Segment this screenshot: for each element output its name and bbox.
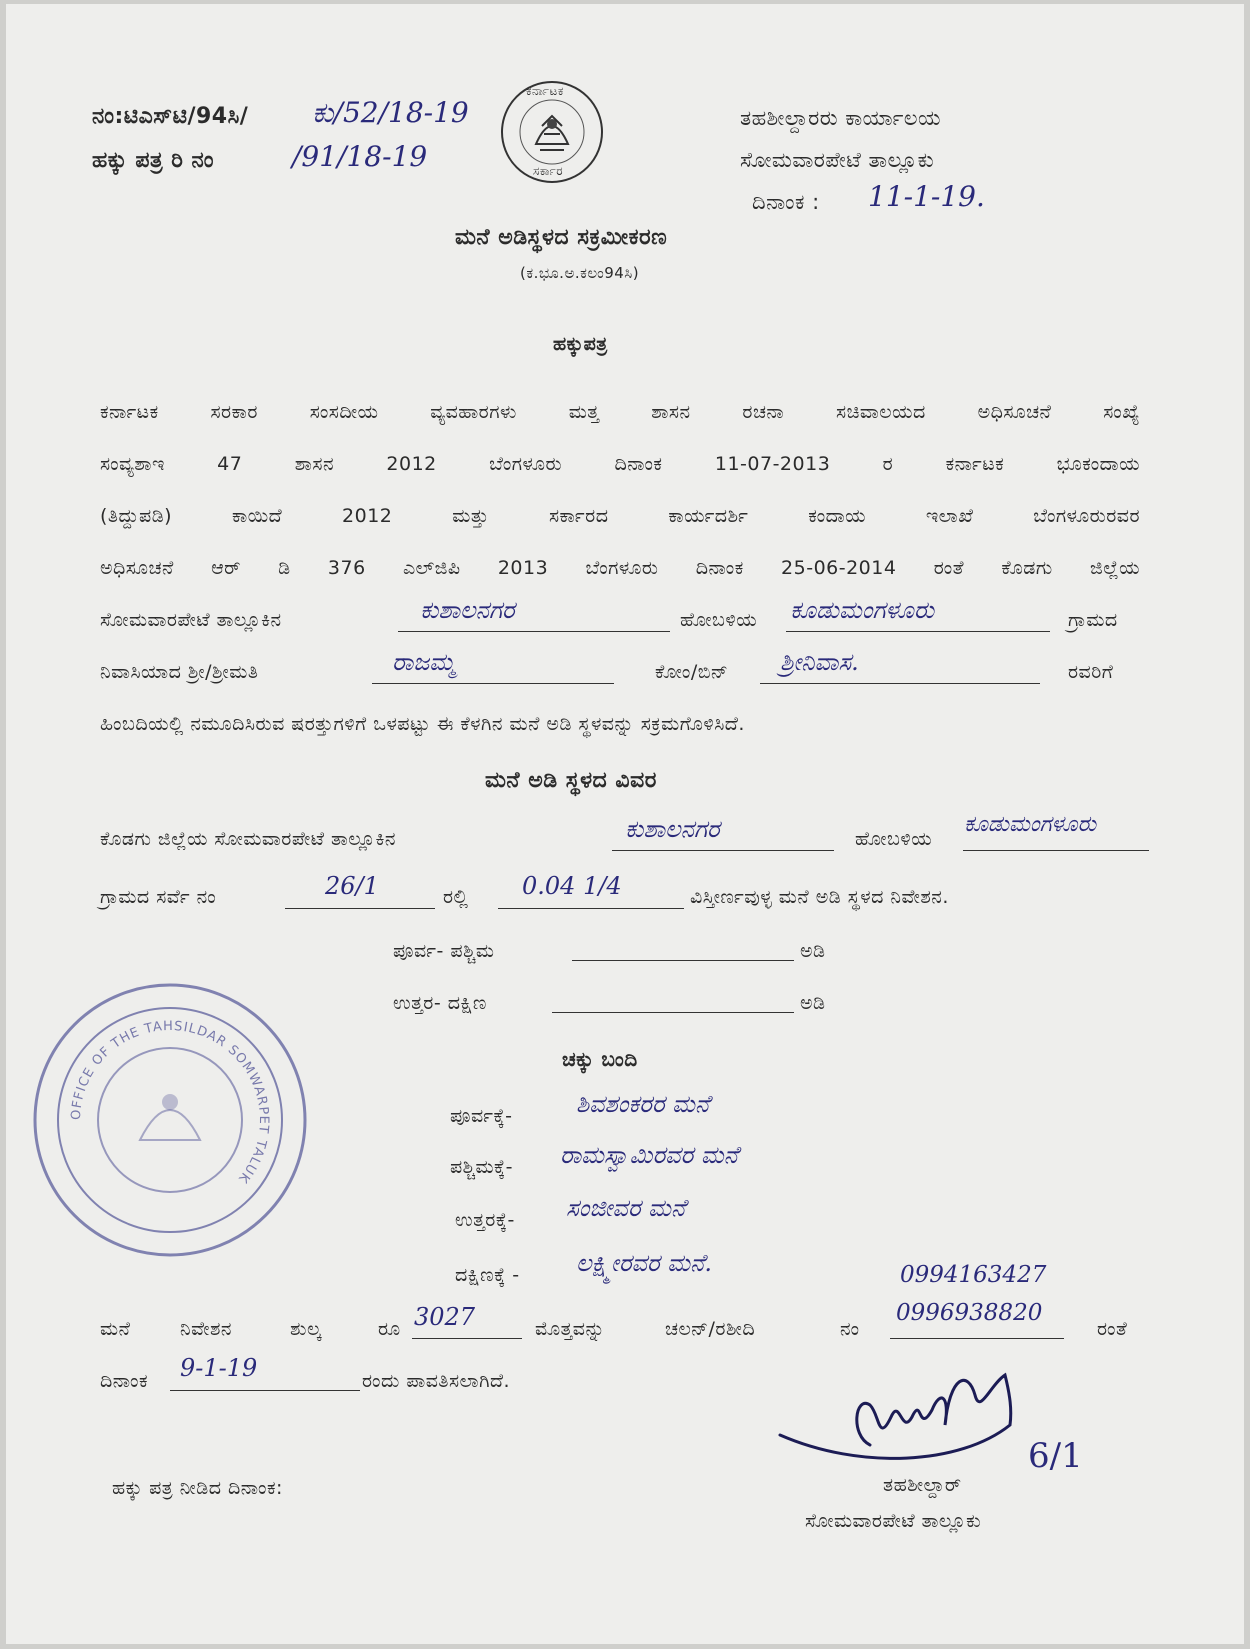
hobli-label: ಹೋಬಳಿಯ	[680, 609, 758, 631]
details-hobli-blank	[612, 850, 834, 851]
area-description: ವಿಸ್ತೀರ್ಣವುಳ್ಳ ಮನೆ ಅಡಿ ಸ್ಥಳದ ನಿವೇಶನ.	[690, 886, 949, 908]
north-south-blank	[552, 1012, 794, 1013]
south-boundary-label: ದಕ್ಷಿಣಕ್ಕೆ -	[455, 1264, 520, 1286]
west-boundary-label: ಪಶ್ಚಿಮಕ್ಕೆ-	[450, 1156, 514, 1178]
name-blank	[372, 683, 614, 684]
east-boundary-value: ಶಿವಶಂಕರರ ಮನೆ	[576, 1090, 710, 1118]
resident-label: ನಿವಾಸಿಯಾದ ಶ್ರೀ/ಶ್ರೀಮತಿ	[100, 661, 259, 683]
tahsildar-seal-stamp	[20, 970, 320, 1270]
fee-label-5: ಮೊತ್ತವನ್ನು	[535, 1318, 606, 1340]
ref-no-label: ನಂ:ಟಿಎಸ್‌ಟಿ/94ಸಿ/	[92, 104, 249, 129]
fee-label-1: ಮನೆ	[100, 1318, 131, 1340]
area-value: 0.04 1/4	[522, 872, 622, 900]
fee-label-3: ಶುಲ್ಕ	[290, 1318, 322, 1340]
payment-date-label: ದಿನಾಂಕ	[100, 1370, 149, 1392]
west-boundary-value: ರಾಮಸ್ವಾಮಿರವರ ಮನೆ	[560, 1141, 739, 1169]
fee-amount-value: 3027	[414, 1303, 476, 1331]
details-hobli-label: ಹೋಬಳಿಯ	[855, 828, 933, 850]
survey-label: ಗ್ರಾಮದ ಸರ್ವೆ ನಂ	[100, 886, 217, 908]
fee-label-2: ನಿವೇಶನ	[180, 1318, 232, 1340]
document-subtitle: (ಕ.ಭೂ.ಅ.ಕಲಂ94ಸಿ)	[520, 264, 640, 282]
relation-label: ಕೋಂ/ಬಿನ್	[655, 661, 729, 683]
details-heading: ಮನೆ ಅಡಿ ಸ್ಥಳದ ವಿವರ	[485, 768, 657, 793]
paid-text: ರಂದು ಪಾವತಿಸಲಾಗಿದೆ.	[362, 1370, 511, 1392]
boundaries-heading: ಚಕ್ಕು ಬಂದಿ	[562, 1047, 638, 1071]
sign-number: 6/1	[1028, 1436, 1083, 1476]
emblem-top-text: ಕರ್ನಾಟಕ	[526, 84, 564, 98]
north-south-label: ಉತ್ತರ- ದಕ್ಷಿಣ	[393, 992, 487, 1014]
details-village-blank	[963, 850, 1149, 851]
village-value: ಕೂಡುಮಂಗಳೂರು	[790, 596, 935, 624]
tahsildar-signature	[800, 1355, 1050, 1475]
office-name: ತಹಶೀಲ್ದಾರರು ಕಾರ್ಯಾಲಯ	[740, 106, 941, 130]
village-label: ಗ್ರಾಮದ	[1068, 609, 1118, 631]
north-boundary-label: ಉತ್ತರಕ್ಕೆ-	[455, 1209, 515, 1231]
hobli-blank	[398, 631, 670, 632]
body-line-3: (ತಿದ್ದುಪಡಿ) ಕಾಯಿದೆ 2012 ಮತ್ತು ಸರ್ಕಾರದ ಕಾರ್ಯದರ್ಶಿ ಕಂದಾಯ ಇಲಾಖೆ ಬೆಂಗಳೂರುರವರ	[100, 505, 1140, 527]
relation-blank	[760, 683, 1040, 684]
challan-number-2: 0996938820	[896, 1300, 1043, 1326]
area-blank	[498, 908, 684, 909]
details-hobli-value: ಕುಶಾಲನಗರ	[625, 815, 720, 843]
document-title: ಮನೆ ಅಡಿಸ್ಥಳದ ಸಕ್ರಮೀಕರಣ	[455, 225, 668, 250]
in-label: ರಲ್ಲಿ	[443, 886, 469, 908]
east-west-unit: ಅಡಿ	[800, 940, 826, 962]
hobli-value: ಕುಶಾಲನಗರ	[420, 596, 515, 624]
payment-date-blank	[170, 1390, 360, 1391]
north-south-unit: ಅಡಿ	[800, 992, 826, 1014]
signatory-taluk: ಸೋಮವಾರಪೇಟೆ ತಾಲ್ಲೂಕು	[805, 1510, 982, 1532]
challan-blank	[890, 1338, 1064, 1339]
relation-name-value: ಶ್ರೀನಿವಾಸ.	[780, 648, 859, 676]
survey-number-value: 26/1	[325, 872, 379, 900]
fee-label-8: ರಂತೆ	[1097, 1318, 1128, 1340]
south-boundary-value: ಲಕ್ಷ್ಮೀರವರ ಮನೆ.	[576, 1249, 713, 1277]
beneficiary-name-value: ರಾಜಮ್ಮ	[392, 648, 456, 676]
survey-blank	[285, 908, 435, 909]
body-line-4: ಅಧಿಸೂಚನೆ ಆರ್ ಡಿ 376 ಎಲ್‌ಜಿಪಿ 2013 ಬೆಂಗಳೂರು ದಿನಾಂಕ 25-06-2014 ರಂತೆ ಕೊಡಗು ಜಿಲ್ಲೆಯ	[100, 557, 1140, 579]
north-boundary-value: ಸಂಜೀವರ ಮನೆ	[566, 1194, 686, 1222]
payment-date-value: 9-1-19	[180, 1354, 258, 1382]
title-deed-no-value: /91/18-19	[292, 140, 428, 173]
deed-title: ಹಕ್ಕುಪತ್ರ	[553, 333, 608, 355]
title-deed-no-label: ಹಕ್ಕು ಪತ್ರ ರಿ ನಂ	[92, 148, 214, 173]
east-boundary-label: ಪೂರ್ವಕ್ಕೆ-	[450, 1105, 513, 1127]
fee-label-7: ನಂ	[840, 1318, 860, 1340]
challan-number-1: 0994163427	[900, 1262, 1047, 1288]
east-west-label: ಪೂರ್ವ- ಪಶ್ಚಿಮ	[393, 940, 495, 962]
body-line-2: ಸಂವ್ಯಶಾಇ 47 ಶಾಸನ 2012 ಬೆಂಗಳೂರು ದಿನಾಂಕ 11-07-2013 ರ ಕರ್ನಾಟಕ ಭೂಕಂದಾಯ	[100, 453, 1140, 475]
ref-no-value: ಕು/52/18-19	[312, 96, 469, 129]
fee-label-6: ಚಲನ್/ರಶೀದಿ	[665, 1318, 756, 1340]
east-west-blank	[572, 960, 794, 961]
emblem-bottom-text: ಸರ್ಕಾರ	[533, 164, 564, 178]
date-label: ದಿನಾಂಕ :	[752, 190, 820, 214]
body-line-1: ಕರ್ನಾಟಕ ಸರಕಾರ ಸಂಸದೀಯ ವ್ಯವಹಾರಗಳು ಮತ್ತ ಶಾಸನ ರಚನಾ ಸಚಿವಾಲಯದ ಅಧಿಸೂಚನೆ ಸಂಖ್ಯೆ	[100, 401, 1140, 423]
fee-label-4: ರೂ	[378, 1318, 401, 1340]
body-line-7: ಹಿಂಬದಿಯಲ್ಲಿ ನಮೂದಿಸಿರುವ ಷರತ್ತುಗಳಿಗೆ ಒಳಪಟ್ಟು ಈ ಕೆಳಗಿನ ಮನೆ ಅಡಿ ಸ್ಥಳವನ್ನು ಸಕ್ರಮಗೊಳಿಸಿದೆ.	[100, 713, 745, 735]
body-line-5-text: ಸೋಮವಾರಪೇಟೆ ತಾಲ್ಲೂಕಿನ	[100, 609, 282, 631]
issue-date-label: ಹಕ್ಕು ಪತ್ರ ನೀಡಿದ ದಿನಾಂಕ:	[112, 1477, 283, 1499]
details-line-1-text: ಕೊಡಗು ಜಿಲ್ಲೆಯ ಸೋಮವಾರಪೇಟೆ ತಾಲ್ಲೂಕಿನ	[100, 828, 396, 850]
seal-text: OFFICE OF THE TAHSILDAR SOMWARPET TALUK	[68, 1018, 272, 1187]
signatory-title: ತಹಶೀಲ್ದಾರ್	[883, 1474, 962, 1496]
office-taluk: ಸೋಮವಾರಪೇಟೆ ತಾಲ್ಲೂಕು	[740, 148, 935, 172]
fee-amount-blank	[412, 1338, 522, 1339]
details-village-value: ಕೂಡುಮಂಗಳೂರು	[964, 812, 1097, 837]
date-value: 11-1-19.	[868, 180, 985, 213]
to-them-label: ರವರಿಗೆ	[1068, 661, 1114, 683]
village-blank	[786, 631, 1050, 632]
